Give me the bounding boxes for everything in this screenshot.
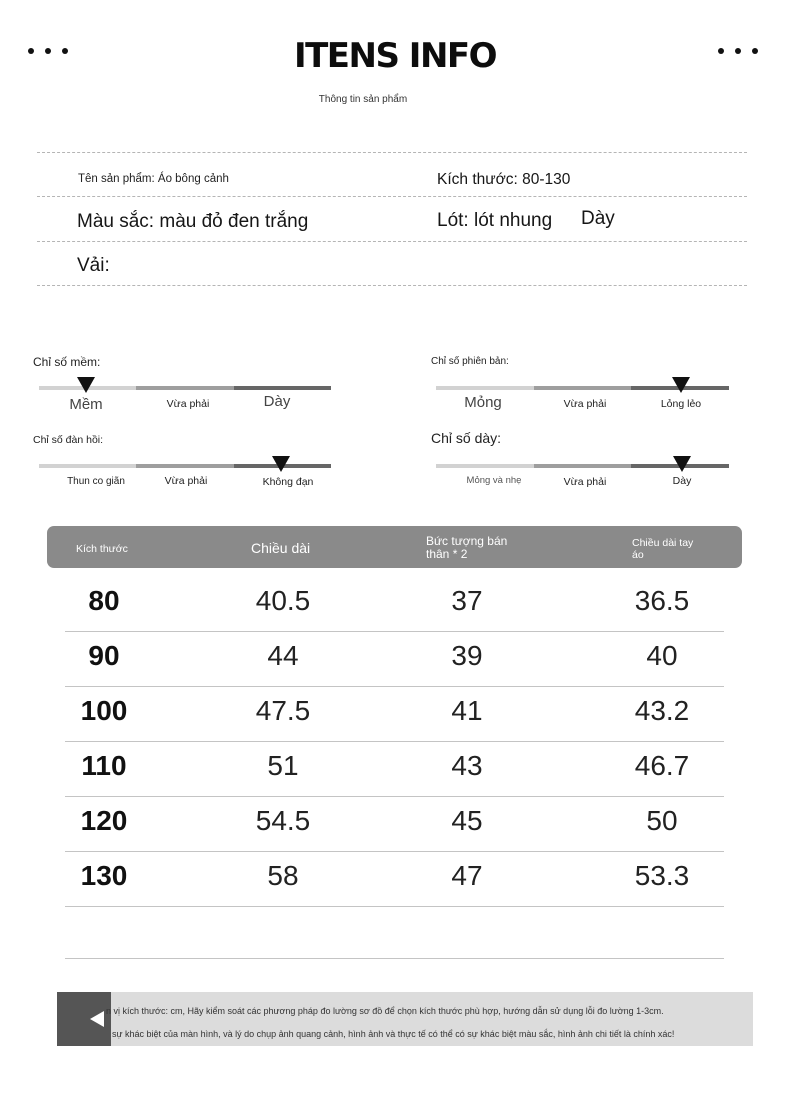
measurement-cell: 37 xyxy=(451,585,483,616)
product-name: Tên sản phẩm: Áo bông cảnh xyxy=(78,173,229,185)
measurement-cell: 36.5 xyxy=(634,585,690,616)
softness-label-1: Mềm xyxy=(69,396,103,413)
softness-label-3: Dày xyxy=(263,393,291,410)
column-header-bust: Bức tượng bán thân * 2 xyxy=(426,534,508,561)
column-header-size: Kích thước xyxy=(76,543,128,555)
size-cell: 100 xyxy=(80,695,128,726)
product-color: Màu sắc: màu đỏ đen trắng xyxy=(77,211,309,232)
product-fabric: Vải: xyxy=(77,255,110,276)
table-row-divider xyxy=(65,796,724,797)
measurement-cell: 40 xyxy=(646,640,678,671)
page-title: ITENS INFO xyxy=(293,36,497,76)
table-row-divider xyxy=(65,851,724,852)
table-row-divider xyxy=(65,686,724,687)
measurement-cell: 53.3 xyxy=(634,860,690,891)
arrow-left-icon xyxy=(90,1011,104,1027)
column-header-sleeve: Chiều dài tay áo xyxy=(632,537,694,561)
measurement-cell: 44 xyxy=(267,640,299,671)
measurement-cell: 43 xyxy=(451,750,483,781)
table-row-divider xyxy=(65,631,724,632)
fit-scale-title: Chỉ số phiên bản: xyxy=(431,356,509,367)
footnote-line-2: sự khác biệt của màn hình, và lý do chụp ảnh quang cảnh, hình ảnh và thực tế có thể có sự khác biệt màu sắc, hình ảnh chi tiết là chính xác! xyxy=(112,1029,675,1039)
measurement-cell: 39 xyxy=(451,640,483,671)
thickness-scale-title: Chỉ số dày: xyxy=(431,430,502,446)
footnote-line-1: n vị kích thước: cm, Hãy kiểm soát các phương pháp đo lường sơ đồ để chọn kích thước phù hợp, hướng dẫn sử dụng lỗi đo lường 1-3cm. xyxy=(106,1006,664,1016)
divider xyxy=(37,152,747,153)
elasticity-label-3: Không đạn xyxy=(262,476,314,488)
softness-scale-title: Chỉ số mềm: xyxy=(33,355,101,369)
measurement-cell: 54.5 xyxy=(255,805,311,836)
measurement-cell: 58 xyxy=(267,860,299,891)
elasticity-scale-title: Chỉ số đàn hồi: xyxy=(33,434,104,446)
table-end-rule xyxy=(65,958,724,959)
fit-label-1: Mỏng xyxy=(464,394,502,411)
size-cell: 80 xyxy=(88,585,120,616)
size-cell: 90 xyxy=(88,640,120,671)
measurement-cell: 47 xyxy=(451,860,483,891)
size-cell: 110 xyxy=(81,750,127,781)
divider xyxy=(37,196,747,197)
fit-marker xyxy=(672,377,690,393)
measurement-cell: 51 xyxy=(267,750,299,781)
measurement-cell: 40.5 xyxy=(255,585,311,616)
measurement-cell: 47.5 xyxy=(255,695,311,726)
softness-label-2: Vừa phải xyxy=(166,398,210,410)
softness-marker xyxy=(77,377,95,393)
elasticity-marker xyxy=(272,456,290,472)
size-cell: 120 xyxy=(80,805,128,836)
measurement-cell: 45 xyxy=(451,805,483,836)
page-subtitle: Thông tin sản phẩm xyxy=(318,94,408,105)
measurement-cell: 43.2 xyxy=(634,695,690,726)
elasticity-label-1: Thun co giãn xyxy=(67,476,125,487)
measurement-cell: 46.7 xyxy=(634,750,690,781)
measurement-cell: 50 xyxy=(646,805,678,836)
product-lining: Lót: lót nhung xyxy=(437,210,553,231)
table-row-divider xyxy=(65,906,724,907)
thickness-marker xyxy=(673,456,691,472)
product-lining-thickness: Dày xyxy=(581,208,615,229)
size-cell: 130 xyxy=(80,860,128,891)
measurement-cell: 41 xyxy=(451,695,483,726)
thickness-label-1: Mỏng và nhẹ xyxy=(466,475,522,486)
table-row-divider xyxy=(65,741,724,742)
elasticity-label-2: Vừa phải xyxy=(164,475,208,487)
thickness-label-3: Dày xyxy=(672,475,692,487)
thickness-label-2: Vừa phải xyxy=(563,476,607,488)
divider xyxy=(37,241,747,242)
divider xyxy=(37,285,747,286)
column-header-length: Chiều dài xyxy=(251,540,311,556)
fit-label-2: Vừa phải xyxy=(563,398,607,410)
product-size-range: Kích thước: 80-130 xyxy=(437,171,571,188)
fit-label-3: Lỏng lẻo xyxy=(660,398,702,410)
